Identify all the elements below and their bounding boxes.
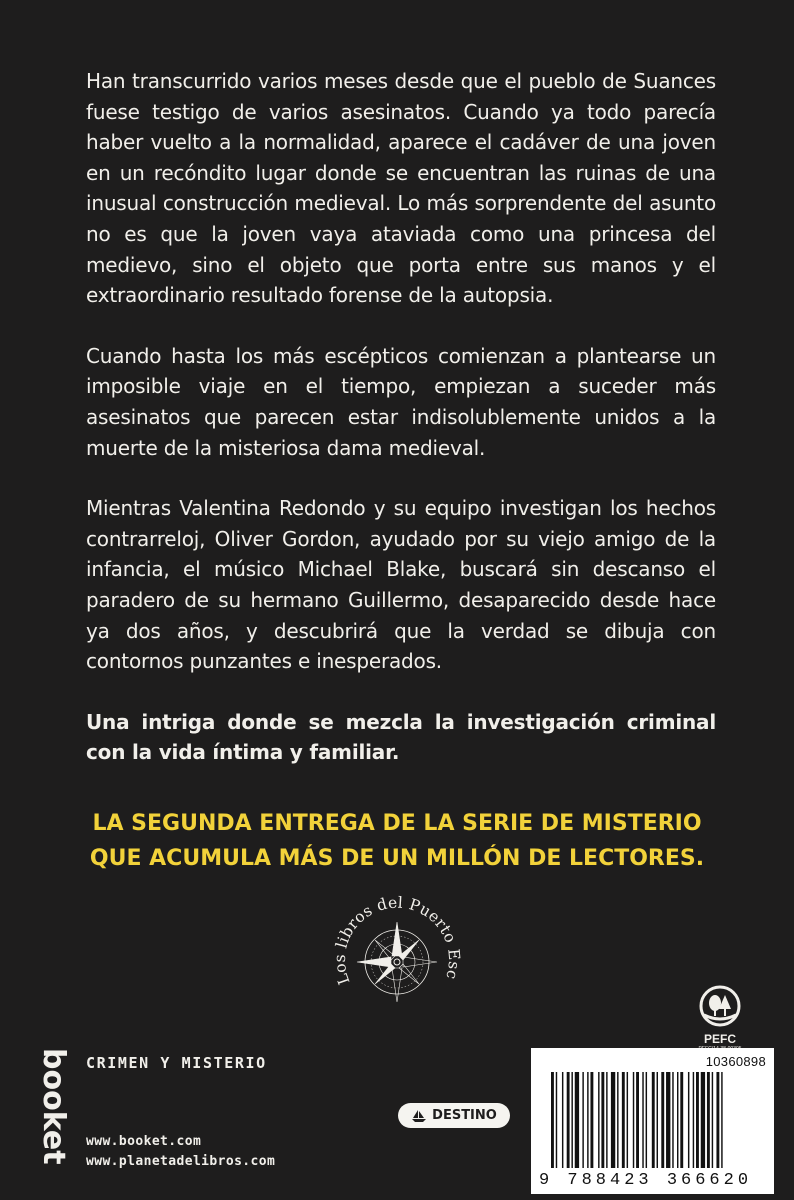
isbn-digits: 9 788423 366620 [539,1171,753,1190]
booket-logo [20,1048,78,1178]
trees-icon [698,985,742,1027]
back-cover-blurb [86,66,716,798]
blurb-highlight: Una intriga donde se mezcla la investigación criminal con la vida íntima y familiar. [86,709,716,765]
barcode-icon [551,1072,765,1168]
url-booket: www.booket.com [86,1134,202,1149]
blurb-paragraph-3: Mientras Valentina Redondo y su equipo investigan los hechos contrarreloj, Oliver Gordon, ayudado por su viejo amigo de la infancia, el músico Michael Blake, buscará sin descanso el paradero de su hermano Guillermo, desaparecido desde hace ya dos años, y descubrirá que la verdad se dibuja con contornos punzantes e inesperados. [86,496,716,674]
destino-label: DESTINO [432,1108,497,1123]
blurb-paragraph-1: Han transcurrido varios meses desde que el pueblo de Suances fuese testigo de varios asesinatos. Cuando ya todo parecía haber vuelto a la normalidad, aparece el cadáver de una joven en un recóndito lugar donde se encuentran las ruinas de una inusual construcción medieval. Lo más sorprendente del asunto no es que la joven vaya ataviada como una princesa del medievo, sino el objeto que porta entre sus manos y el extraordinario resultado forense de la autopsia. [86,69,716,308]
publisher-urls [86,1132,275,1172]
tagline-line-2: QUE ACUMULA MÁS DE UN MILLÓN DE LECTORES. [89,846,705,871]
tagline [0,806,794,876]
compass-rose-icon [330,890,464,1024]
url-planeta: www.planetadelibros.com [86,1154,276,1169]
series-seal [330,890,464,1029]
ship-icon [411,1109,427,1123]
pefc-logo [680,985,760,1052]
tagline-line-1: LA SEGUNDA ENTREGA DE LA SERIE DE MISTERIO [92,811,702,836]
internal-code: 10360898 [705,1054,766,1069]
seal-text: Los libros del Puerto Esc [330,893,464,987]
collection-name: CRIMEN Y MISTERIO [86,1054,267,1072]
barcode-panel [531,1048,774,1194]
blurb-paragraph-2: Cuando hasta los más escépticos comienzan a plantearse un imposible viaje en el tiempo, empiezan a suceder más asesinatos que parecen estar indisolublemente unidos a la muerte de la misteriosa dama medieval. [86,343,716,460]
booket-logo-text: booket [36,1048,71,1165]
pefc-name: PEFC [703,1032,736,1046]
destino-logo [398,1103,510,1128]
